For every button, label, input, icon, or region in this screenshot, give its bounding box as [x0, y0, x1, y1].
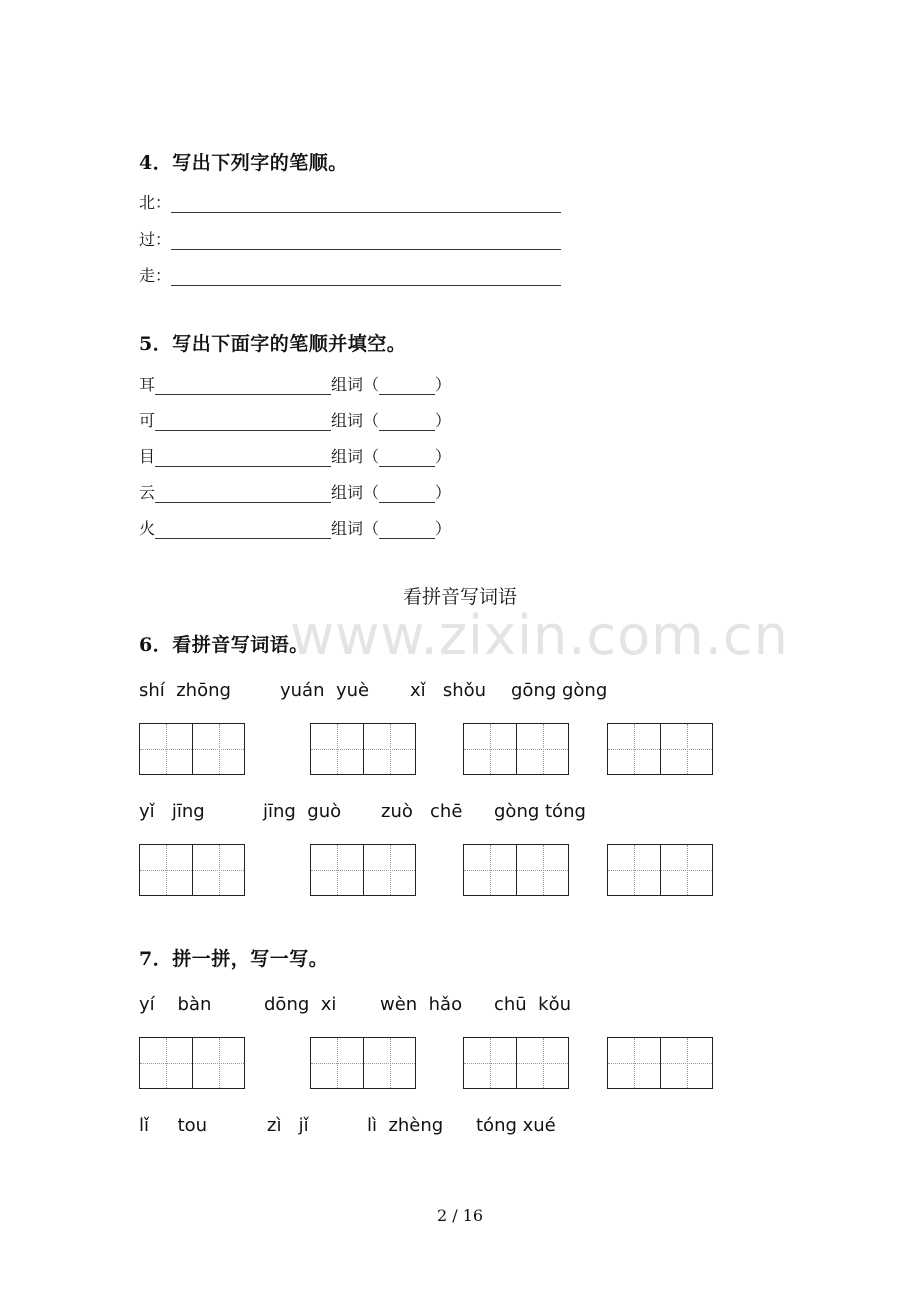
fill-row-3[interactable]	[139, 444, 451, 467]
pinyin-label: chū kǒu	[494, 994, 572, 1015]
writing-box[interactable]	[607, 844, 713, 896]
word-answer-line[interactable]	[379, 538, 435, 539]
writing-box[interactable]	[310, 844, 416, 896]
writing-box[interactable]	[310, 723, 416, 775]
pinyin-label: jīng guò	[263, 801, 342, 822]
stroke-answer-line[interactable]	[171, 212, 561, 213]
page-number: 2 / 16	[436, 1206, 484, 1225]
pinyin-label: yí bàn	[139, 994, 212, 1015]
close-paren: ）	[435, 519, 452, 538]
stroke-answer-line[interactable]	[155, 538, 331, 539]
close-paren: ）	[435, 447, 452, 466]
pinyin-label: xǐ shǒu	[410, 680, 487, 701]
stroke-row-2[interactable]	[139, 227, 561, 250]
writing-box[interactable]	[463, 1037, 569, 1089]
question-5-title: 5．写出下面字的笔顺并填空。	[139, 333, 407, 355]
stroke-row-3[interactable]	[139, 263, 561, 286]
fill-row-4[interactable]	[139, 480, 451, 503]
writing-box[interactable]	[607, 1037, 713, 1089]
section-title: 看拼音写词语	[402, 586, 517, 608]
question-7-title: 7．拼一拼，写一写。	[139, 948, 329, 970]
pinyin-label: zì jǐ	[267, 1115, 309, 1136]
stroke-answer-line[interactable]	[155, 430, 331, 431]
stroke-row-label: 走：	[139, 266, 172, 285]
writing-box[interactable]	[139, 844, 245, 896]
word-label: 组词（	[331, 483, 380, 502]
fill-row-5[interactable]	[139, 516, 451, 539]
stroke-answer-line[interactable]	[171, 249, 561, 250]
word-answer-line[interactable]	[379, 466, 435, 467]
writing-box[interactable]	[139, 1037, 245, 1089]
pinyin-label: dōng xi	[264, 994, 337, 1015]
stroke-row-label: 北：	[139, 193, 172, 212]
stroke-answer-line[interactable]	[171, 285, 561, 286]
word-label: 组词（	[331, 519, 380, 538]
pinyin-label: lǐ tou	[139, 1115, 208, 1136]
question-6-title: 6．看拼音写词语。	[139, 634, 309, 656]
fill-row-char: 火	[139, 519, 156, 538]
pinyin-label: tóng xué	[476, 1115, 556, 1136]
stroke-answer-line[interactable]	[155, 466, 331, 467]
close-paren: ）	[435, 411, 452, 430]
stroke-answer-line[interactable]	[155, 502, 331, 503]
pinyin-label: gōng gòng	[511, 680, 608, 701]
watermark: www.zixin.com.cn	[290, 604, 789, 667]
stroke-row-1[interactable]	[139, 190, 561, 213]
writing-box[interactable]	[310, 1037, 416, 1089]
word-label: 组词（	[331, 447, 380, 466]
stroke-row-label: 过：	[139, 230, 172, 249]
fill-row-char: 可	[139, 411, 156, 430]
fill-row-2[interactable]	[139, 408, 451, 431]
writing-box[interactable]	[463, 844, 569, 896]
word-label: 组词（	[331, 375, 380, 394]
writing-box[interactable]	[607, 723, 713, 775]
fill-row-char: 耳	[139, 375, 156, 394]
pinyin-label: wèn hǎo	[380, 994, 463, 1015]
fill-row-1[interactable]	[139, 372, 451, 395]
close-paren: ）	[435, 375, 452, 394]
pinyin-label: yuán yuè	[280, 680, 370, 701]
writing-box[interactable]	[139, 723, 245, 775]
pinyin-label: zuò chē	[381, 801, 463, 822]
fill-row-char: 目	[139, 447, 156, 466]
word-answer-line[interactable]	[379, 502, 435, 503]
fill-row-char: 云	[139, 483, 156, 502]
word-answer-line[interactable]	[379, 430, 435, 431]
word-label: 组词（	[331, 411, 380, 430]
pinyin-label: lì zhèng	[367, 1115, 444, 1136]
pinyin-label: yǐ jīng	[139, 801, 205, 822]
pinyin-label: gòng tóng	[494, 801, 586, 822]
stroke-answer-line[interactable]	[155, 394, 331, 395]
word-answer-line[interactable]	[379, 394, 435, 395]
close-paren: ）	[435, 483, 452, 502]
pinyin-label: shí zhōng	[139, 680, 231, 701]
question-4-title: 4．写出下列字的笔顺。	[139, 152, 348, 174]
writing-box[interactable]	[463, 723, 569, 775]
